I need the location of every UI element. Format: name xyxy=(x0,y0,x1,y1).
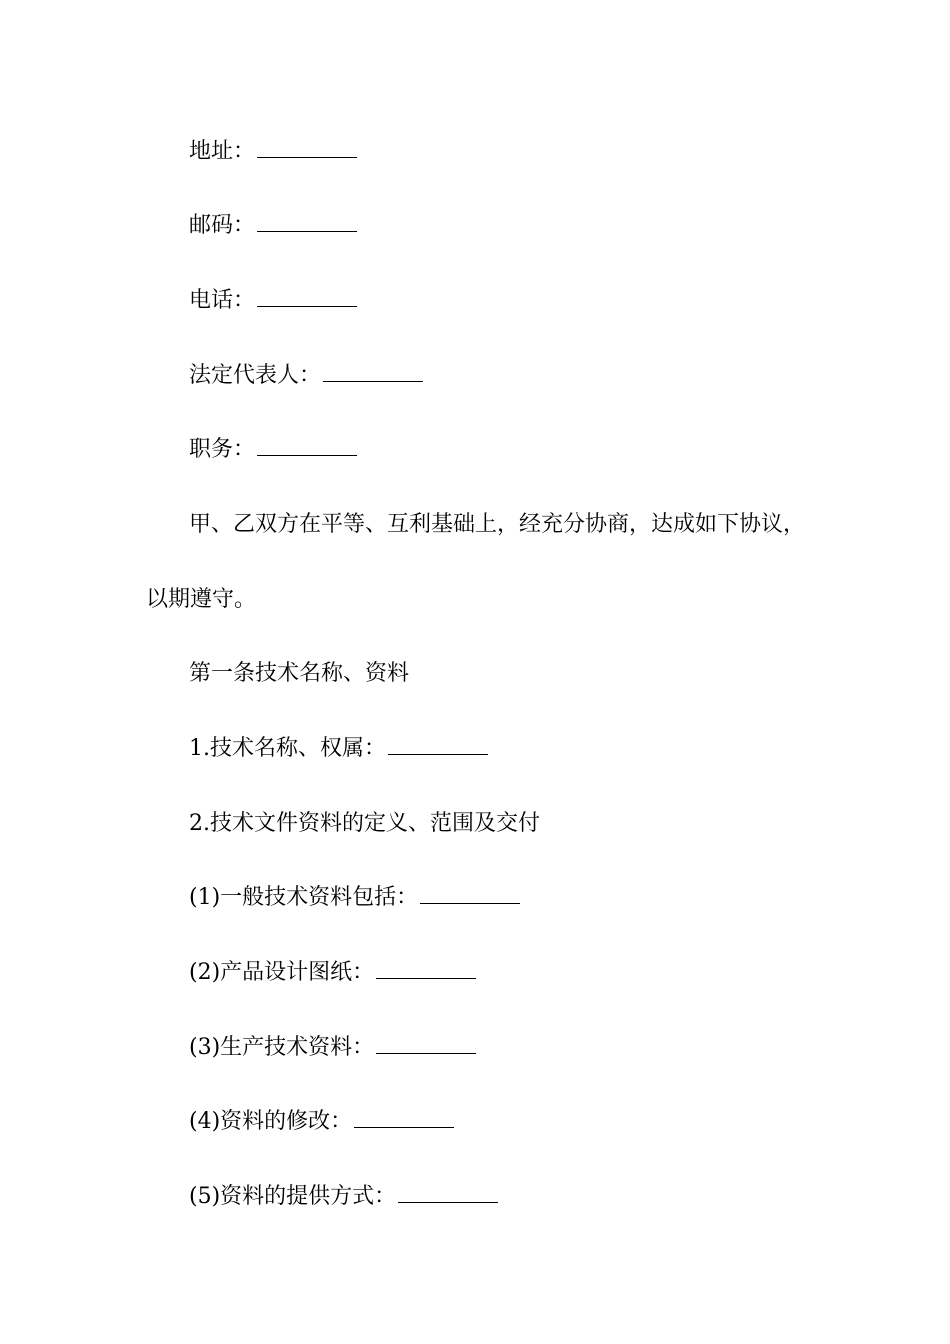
legal-representative-line xyxy=(0,361,950,391)
position-blank xyxy=(257,437,357,456)
legal-representative-blank xyxy=(323,363,423,382)
address-line xyxy=(0,137,950,167)
docs-delivery-line xyxy=(0,1182,950,1212)
docs-modification-blank xyxy=(354,1109,454,1128)
legal-representative-label: 法定代表人： xyxy=(189,363,322,388)
production-docs-line xyxy=(0,1033,950,1063)
production-docs-blank xyxy=(376,1035,476,1054)
tech-docs-line xyxy=(0,809,950,839)
phone-blank xyxy=(257,288,357,307)
general-tech-docs-line xyxy=(0,883,950,913)
general-tech-docs-blank xyxy=(420,885,520,904)
postcode-line xyxy=(0,211,950,241)
phone-line xyxy=(0,286,950,316)
docs-delivery-blank xyxy=(398,1184,498,1203)
address-blank xyxy=(257,139,357,158)
postcode-label: 邮码： xyxy=(189,213,256,238)
article-one-heading-text: 第一条技术名称、资料 xyxy=(189,661,410,686)
docs-delivery-label: (5)资料的提供方式： xyxy=(189,1184,397,1209)
position-line xyxy=(0,435,950,465)
article-one-heading xyxy=(0,659,950,689)
agreement-paragraph-text-2: 以期遵守。 xyxy=(146,587,257,612)
agreement-paragraph-line-1 xyxy=(0,510,950,540)
docs-modification-line xyxy=(0,1107,950,1137)
tech-docs-text: 2.技术文件资料的定义、范围及交付 xyxy=(189,811,540,836)
docs-modification-label: (4)资料的修改： xyxy=(189,1109,353,1134)
tech-name-label: 1.技术名称、权属： xyxy=(189,736,386,761)
position-label: 职务： xyxy=(189,437,256,462)
agreement-paragraph-line-2 xyxy=(0,585,950,615)
design-drawings-label: (2)产品设计图纸： xyxy=(189,960,375,985)
design-drawings-line xyxy=(0,958,950,988)
postcode-blank xyxy=(257,213,357,232)
general-tech-docs-label: (1)一般技术资料包括： xyxy=(189,885,419,910)
tech-name-line xyxy=(0,734,950,764)
tech-name-blank xyxy=(388,736,488,755)
address-label: 地址： xyxy=(189,139,256,164)
phone-label: 电话： xyxy=(189,288,256,313)
production-docs-label: (3)生产技术资料： xyxy=(189,1035,375,1060)
agreement-paragraph-text-1: 甲、乙双方在平等、互利基础上，经充分协商，达成如下协议， xyxy=(189,512,806,537)
design-drawings-blank xyxy=(376,960,476,979)
